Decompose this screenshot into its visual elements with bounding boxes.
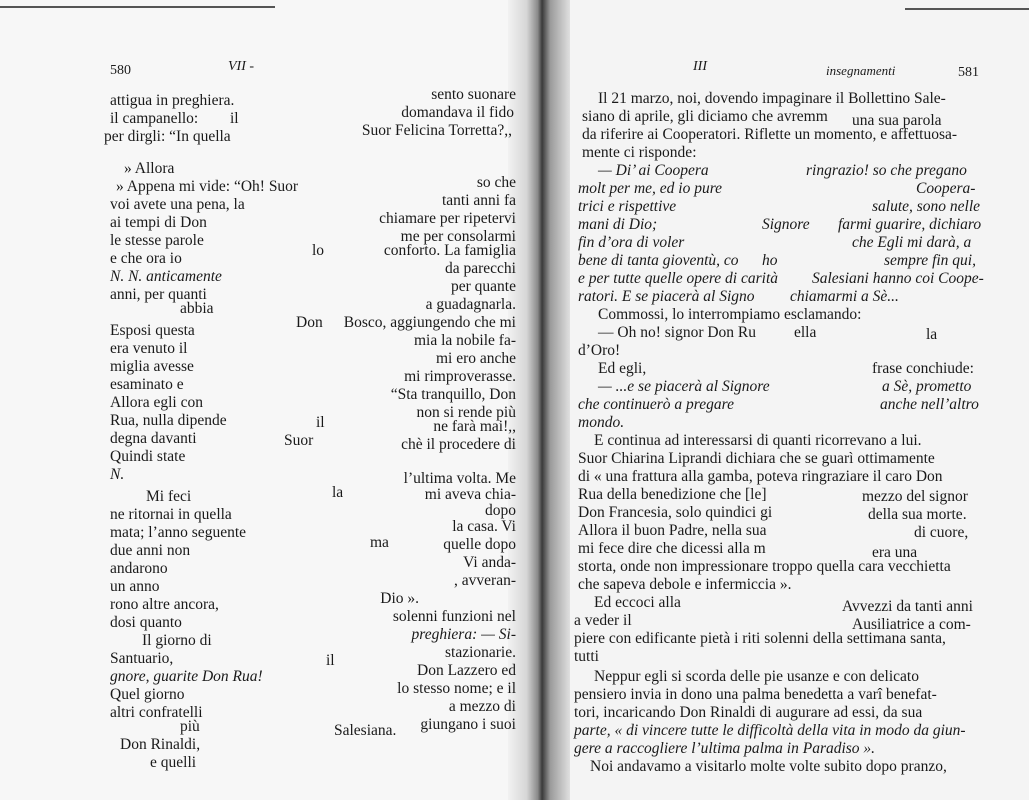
text-line: parte, « di vincere tutte le difficoltà della vita in modo da giun-	[574, 722, 966, 739]
text-line: Ed egli,	[598, 360, 647, 377]
text-line: Avvezzi da tanti anni	[842, 598, 973, 615]
text-line: Mi feci	[146, 488, 192, 505]
text-line: gnore, guarite Don Rua!	[110, 668, 263, 685]
text-line: Il 21 marzo, noi, dovendo impaginare il Bollettino Sale-	[598, 90, 946, 107]
text-line: l’ultima volta. Me	[403, 470, 516, 487]
text-line: Suor Felicina Torretta?,,	[361, 122, 512, 139]
text-line: farmi guarire, dichiaro	[838, 216, 982, 233]
text-line: , avveran-	[454, 572, 516, 589]
text-word: ma	[370, 534, 389, 551]
text-line: Quel giorno	[110, 686, 185, 703]
text-line: mata; l’anno seguente	[110, 524, 247, 541]
text-line: la	[926, 326, 938, 343]
text-line: della sua morte.	[868, 506, 967, 523]
text-line: rono altre ancora,	[110, 596, 219, 613]
text-line: conforto. La famiglia	[383, 242, 516, 259]
text-line: E continua ad interessarsi di quanti ricorrevano a lui.	[594, 432, 922, 449]
text-line: attigua in preghiera.	[110, 92, 235, 109]
text-line: sempre fin qui,	[884, 252, 976, 269]
text-line: da parecchi	[445, 260, 516, 277]
text-line: Vi anda-	[463, 554, 516, 571]
text-line: mente ci risponde:	[582, 144, 697, 161]
text-line: a veder il	[574, 612, 632, 629]
text-line: Commossi, lo interrompiamo esclamando:	[598, 306, 862, 323]
text-line: Il giorno di	[142, 632, 212, 649]
text-line: di cuore,	[914, 524, 969, 541]
text-line: ratori. E se piacerà al Signo	[578, 288, 755, 305]
text-line: chè il procedere di	[401, 436, 516, 453]
text-line: frase conchiude:	[872, 360, 974, 377]
text-line: abbia	[180, 300, 214, 317]
text-line: Signore	[762, 216, 810, 233]
text-line: e per tutte quelle opere di carità	[578, 270, 779, 287]
right-page-number: 581	[958, 65, 979, 80]
text-line: Salesiani hanno coi Coope-	[812, 270, 984, 287]
text-word: Suor	[284, 432, 314, 449]
text-line: da riferire ai Cooperatori. Riflette un momento, e affettuosa-	[582, 126, 958, 143]
text-line: N.	[110, 466, 125, 483]
text-line: le stesse parole	[110, 232, 204, 249]
text-line: » Allora	[124, 160, 175, 177]
top-rule-right	[905, 8, 1029, 10]
text-line: Santuario,	[110, 650, 174, 667]
text-line: siano di aprile, gli diciamo che avremm	[582, 108, 828, 125]
text-line: piere con edificante pietà i riti solenni della settimana santa,	[574, 630, 946, 647]
text-line: voi avete una pena, la	[110, 196, 245, 213]
left-page-number: 580	[110, 63, 131, 78]
text-line: non si rende più	[416, 404, 516, 421]
text-line: un anno	[110, 578, 160, 595]
text-line: altri confratelli	[110, 704, 203, 721]
text-line: era una	[872, 544, 918, 561]
text-line: mi fece dire che dicessi alla m	[578, 540, 766, 557]
text-line: mia la nobile fa-	[414, 332, 516, 349]
text-word: il	[230, 110, 239, 127]
text-line: mi ero anche	[435, 350, 516, 367]
text-line: sento suonare	[431, 86, 516, 103]
text-line: gere a raccogliere l’ultima palma in Paradiso ».	[574, 740, 876, 757]
text-line: la casa. Vi	[452, 518, 516, 535]
text-line: più	[180, 718, 200, 735]
text-line: ringrazio! so che pregano	[806, 162, 967, 179]
text-line: so che	[476, 174, 516, 191]
text-line: Coopera-	[916, 180, 976, 197]
text-line: Rua, nulla dipende	[110, 412, 227, 429]
text-line: il campanello:	[110, 110, 199, 127]
text-line: mezzo del signor	[862, 488, 968, 505]
text-line: per dirgli: “In quella	[104, 128, 231, 145]
text-line: e che ora io	[110, 250, 182, 267]
text-line: Dio ».	[380, 590, 419, 607]
text-line: a Sè, prometto	[882, 378, 972, 395]
text-line: che Egli mi darà, a	[852, 234, 972, 251]
text-line: di « una frattura alla gamba, poteva ringraziare il caro Don	[578, 468, 943, 485]
text-line: me per consolarmi	[400, 228, 516, 245]
text-line: d’Oro!	[578, 342, 621, 359]
right-running-head-left: III	[693, 59, 707, 74]
text-line: pensiero invia in dono una palma benedetta a varî benefat-	[574, 686, 937, 703]
text-line: andarono	[110, 560, 168, 577]
text-line: lo stesso nome; e il	[397, 680, 516, 697]
left-running-head: VII -	[228, 59, 255, 74]
text-line: ho	[762, 252, 778, 269]
text-line: Ausiliatrice a com-	[852, 616, 971, 633]
text-line: mondo.	[578, 414, 625, 431]
text-line: quelle dopo	[443, 536, 516, 553]
text-line: Noi andavamo a visitarlo molte volte subito dopo pranzo,	[590, 758, 947, 775]
text-line: — ...e se piacerà al Signore	[598, 378, 770, 395]
text-line: bene di tanta gioventù, co	[578, 252, 739, 269]
text-word: Don	[296, 314, 323, 331]
text-line: anche nell’altro	[880, 396, 979, 413]
text-line: molt per me, ed io pure	[578, 180, 723, 197]
text-line: tutti	[574, 648, 599, 665]
text-line: trici e rispettive	[578, 198, 677, 215]
text-line: per quante	[451, 278, 516, 295]
text-line: “Sta tranquillo, Don	[390, 386, 516, 403]
text-line: e quelli	[150, 754, 197, 771]
text-line: stazionarie.	[444, 644, 516, 661]
text-line: chiamare per ripetervi	[379, 210, 516, 227]
right-running-head: insegnamenti	[826, 63, 896, 78]
text-line: dosi quanto	[110, 614, 182, 631]
text-line: degna davanti	[110, 430, 197, 447]
text-line: ai tempi di Don	[110, 214, 207, 231]
text-line: mi aveva chia-	[424, 486, 516, 503]
text-line: giungano i suoi	[420, 716, 516, 733]
text-line: Neppur egli si scorda delle pie usanze e con delicato	[594, 668, 919, 685]
text-line: — Di’ ai Coopera	[598, 162, 709, 179]
text-line: tanti anni fa	[441, 192, 516, 209]
text-line: una sua parola	[852, 112, 942, 129]
text-line: a mezzo di	[448, 698, 516, 715]
text-line: esaminato e	[110, 376, 184, 393]
text-word: lo	[312, 242, 325, 259]
text-word: il	[316, 414, 325, 431]
text-line: Salesiana.	[334, 722, 397, 739]
text-line: Suor Chiarina Liprandi dichiara che se guarì ottimamente	[578, 450, 935, 467]
text-word: il	[326, 652, 335, 669]
text-line: salute, sono nelle	[872, 198, 981, 215]
text-line: che sapeva debole e infermiccia ».	[578, 576, 792, 593]
text-line: Don Rinaldi,	[120, 736, 201, 753]
text-line: Rua della benedizione che [le]	[578, 486, 767, 503]
text-line: tori, incaricando Don Rinaldi di augurare ad essi, da sua	[574, 704, 923, 721]
text-line: dopo	[485, 502, 516, 519]
text-line: preghiera: — Si-	[411, 626, 516, 643]
text-line: Allora il buon Padre, nella sua	[578, 522, 767, 539]
text-line: storta, onde non impressionare troppo quella cara vecchietta	[578, 558, 951, 575]
top-rule-left	[0, 6, 275, 8]
text-line: chiamarmi a Sè...	[790, 288, 899, 305]
text-line: mani di Dio;	[578, 216, 658, 233]
text-line: Ed eccoci alla	[594, 594, 681, 611]
text-line: N. N. anticamente	[110, 268, 222, 285]
text-line: domandava il fido	[401, 104, 514, 121]
book-gutter	[508, 0, 570, 800]
text-line: ella	[794, 324, 817, 341]
text-line: a guadagnarla.	[425, 296, 516, 313]
text-line: Allora egli con	[110, 394, 203, 411]
text-line: Don Francesia, solo quindici gi	[578, 504, 773, 521]
text-line: Don Lazzero ed	[417, 662, 516, 679]
text-line: Quindi state	[110, 448, 186, 465]
text-line: due anni non	[110, 542, 191, 559]
text-line: solenni funzioni nel	[392, 608, 516, 625]
text-line: anni, per quanti	[110, 286, 207, 303]
text-line: ne ritornai in quella	[110, 506, 232, 523]
text-line: Esposi questa	[110, 322, 195, 339]
text-line: miglia avesse	[110, 358, 194, 375]
text-word: la	[332, 484, 344, 501]
text-line: — Oh no! signor Don Ru	[598, 324, 757, 341]
text-line: era venuto il	[110, 340, 188, 357]
text-line: mi rimproverasse.	[404, 368, 516, 385]
text-line: che continuerò a pregare	[578, 396, 734, 413]
text-line: fin d’ora di voler	[578, 234, 685, 251]
text-line: » Appena mi vide: “Oh! Suor	[116, 178, 299, 195]
text-line: ne farà mai!,,	[433, 418, 516, 435]
text-line: Bosco, aggiungendo che mi	[343, 314, 516, 331]
